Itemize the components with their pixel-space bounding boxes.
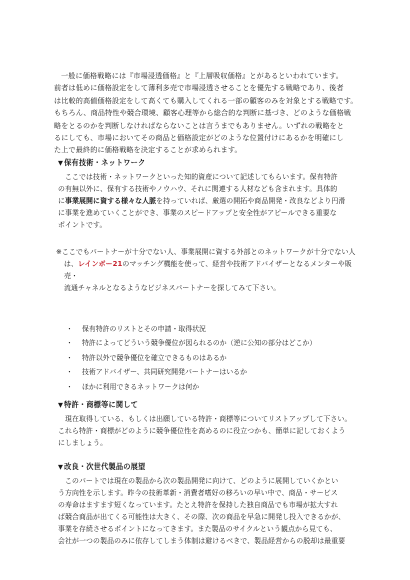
intro-paragraph: [54, 70, 360, 157]
section-title: 保有技術・ネットワーク: [64, 158, 146, 167]
text-line: た上で最終的に価格戦略を決定することが求められます。: [54, 145, 242, 155]
text-line: これら特許・商標がどのように競争優位性を高めるのに役立つかも、簡単に記しておくよう: [58, 427, 346, 435]
text-line: 現在取得している、もしくは出願している特許・商標等についてリストアップして下さい。: [65, 415, 352, 423]
text-line: の寿命はますます短くなっています。たとえ特許を保持した独自商品でも市場が拡大すれ: [58, 501, 338, 509]
next-products-paragraph: [58, 475, 361, 547]
bullet-icon: ・: [66, 353, 73, 362]
list-item: ・ 保有特許のリストとその申請・取得状況: [66, 322, 356, 336]
text-line: 略をとるのかを判断しなければならないことは言うまでもありません。いずれの戦略をと: [54, 120, 345, 130]
text-line: ば競合商品が出てくる可能性は大きく、その際、次の商品を早急に開発し投入できるかが、: [58, 513, 346, 521]
text-line: は、レインボー21のマッチング機能を使って、経営や技術アドバイザーとなるメンターや販売・: [64, 260, 352, 280]
rainbow21-highlight: レインボー21: [77, 260, 123, 268]
text-line: にしましょう。: [58, 439, 108, 447]
section-heading-next-products: [58, 462, 145, 472]
text-line: 会社が一つの製品のみに依存してしまう体制は避けるべきで、製品経営からの脱却は最重要: [58, 537, 346, 545]
text-line: に事業展開に資する様々な人脈を持っていれば、厳選の開拓や商品開発・改良などより円滑: [58, 197, 346, 205]
section-marker-icon: ▼: [58, 159, 64, 167]
patents-paragraph: [58, 413, 361, 449]
text-line: 事業を存続させるポイントになってきます。また製品のサイクルという観点から見ても、: [58, 525, 338, 533]
text-line: 流通チャネルとなるようなビジネスパートナーを探してみて下さい。: [64, 284, 281, 292]
section-marker-icon: ▼: [58, 463, 64, 471]
text-line: もちろん、商品特性や競合環境、顧客心理等から総合的な判断に基づき、どのような価格戦: [54, 108, 352, 118]
bullet-icon: ・: [66, 325, 73, 333]
section-marker-icon: ▼: [58, 401, 64, 409]
text-line: ここでは技術・ネットワークといった知的資産について記述してもらいます。保有特許: [65, 173, 338, 181]
bold-phrase: 事業展開に資する様々な人脈: [65, 197, 157, 205]
checklist: [66, 322, 356, 394]
text-line: ※ここでもパートナーが十分でない人、事業展開に資する外部とのネットワークが十分でない人: [56, 248, 356, 256]
section-title: 改良・次世代製品の展望: [64, 462, 146, 471]
bullet-icon: ・: [66, 382, 73, 391]
text-line: るにしても、市場においてその商品と価格設定がどのような位置付けにあるかを明確にし: [54, 133, 344, 143]
bullet-icon: ・: [66, 339, 73, 348]
text-line: 前者は低めに価格設定をして薄利多売で市場浸透させることを優先する戦略であり、後者: [54, 83, 344, 93]
text-line: このパートでは現在の製品から次の製品開発に向けて、どのように展開していくかとい: [65, 477, 339, 485]
section-heading-technology: [58, 158, 145, 168]
list-item: ・ 特許以外で競争優位を確立できるものはあるか: [66, 351, 356, 365]
section-heading-patents: [58, 400, 138, 410]
list-item: ・ 技術アドバイザー、共同研究開発パートナーはいるか: [66, 365, 356, 379]
partner-note: [56, 246, 362, 294]
list-item: ・ ほかに利用できるネットワークは何か: [66, 380, 356, 394]
text-line: ポイントです。: [58, 221, 107, 229]
text-line: に事業を進めていくことができ、事業のスピードアップと安全性がアピールできる重要な: [58, 209, 337, 217]
text-line: 一般に価格戦略には『市場浸透価格』と『上層吸収価格』とがあるといわれています。: [61, 71, 343, 80]
list-item: ・ 特許によってどういう競争優位が図られるのか（逆に公知の部分はどこか）: [66, 336, 356, 350]
bullet-icon: ・: [66, 368, 73, 377]
text-line: う方向性を示します。昨今の技術革新・消費者嗜好の移ろいの早い中で、商品・サービス: [58, 489, 338, 497]
technology-paragraph: [58, 171, 361, 231]
text-line: の有無以外に、保有する技術やノウハウ、それに関連する人材なども含まれます。具体的: [58, 185, 338, 193]
text-line: は比較的高値価格設定をして高くても購入してくれる一部の顧客のみを対象とする戦略です。: [54, 95, 358, 105]
section-title: 特許・商標等に関して: [64, 400, 139, 409]
